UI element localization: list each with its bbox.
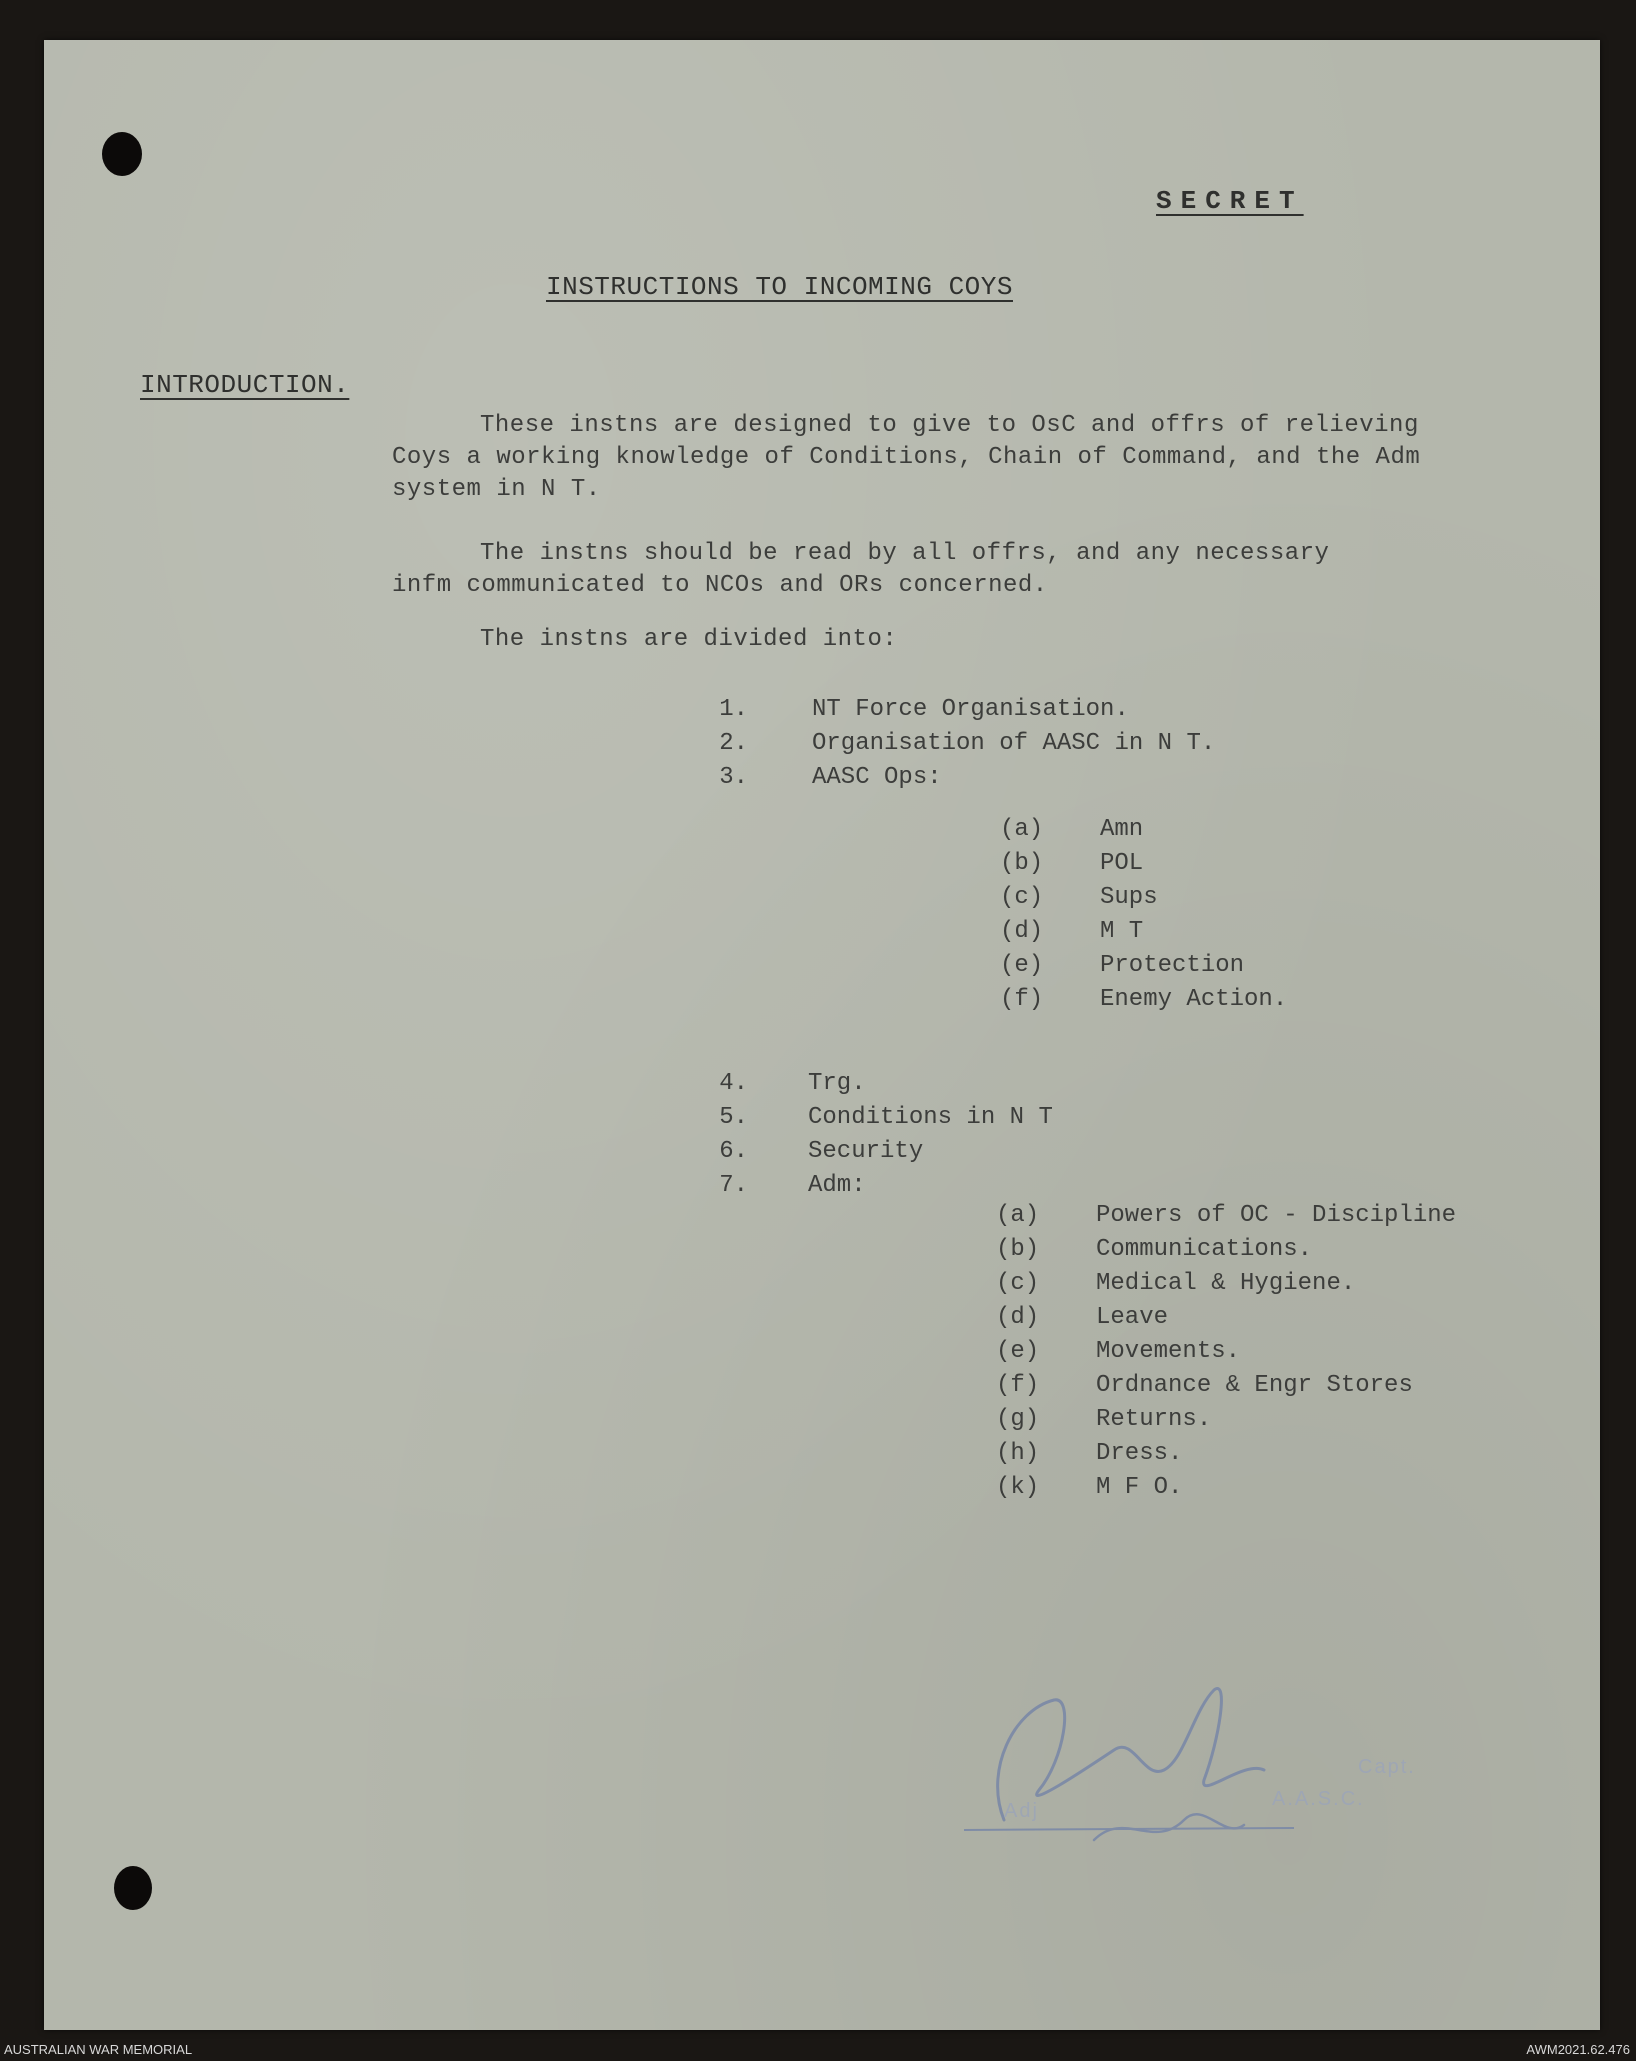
stamp-rank: Capt. [1358, 1756, 1416, 1778]
item-number: 5. [719, 1104, 748, 1131]
archive-footer [0, 2039, 1636, 2061]
sub-label: Communications. [1096, 1236, 1313, 1263]
item-label: NT Force Organisation. [812, 696, 1129, 723]
item-number: 3. [719, 764, 748, 791]
sub-letter: (g) [996, 1406, 1040, 1433]
accession-number: AWM2021.62.476 [1526, 2042, 1630, 2057]
item-label: Conditions in N T [808, 1104, 1053, 1131]
item-number: 7. [719, 1172, 748, 1199]
item-label: Organisation of AASC in N T. [812, 730, 1216, 757]
punch-hole-top [102, 132, 142, 176]
sub-letter: (c) [996, 1270, 1040, 1297]
stamp-unit: A.A.S.C. [1272, 1788, 1365, 1810]
intro-paragraph-1: These instns are designed to give to OsC and offrs of relieving Coys a working knowledge of Conditions, Chain of Command, and the Adm system in N T. [392, 412, 1421, 503]
intro-paragraph-2: The instns should be read by all offrs, and any necessary infm communicated to NCOs and ORs concerned. [392, 540, 1330, 599]
sub-label: Amn [1100, 816, 1144, 843]
intro-paragraph-3: The instns are divided into: [480, 626, 898, 653]
sub-label: Returns. [1096, 1406, 1212, 1433]
punch-hole-bottom [114, 1866, 152, 1910]
sub-label: Leave [1096, 1304, 1169, 1331]
item-label: AASC Ops: [812, 764, 942, 791]
item-label: Adm: [808, 1172, 866, 1199]
item-number: 6. [719, 1138, 748, 1165]
document-page [44, 40, 1600, 2030]
sub-label: Dress. [1096, 1440, 1183, 1467]
sub-label: Medical & Hygiene. [1096, 1270, 1356, 1297]
item-number: 4. [719, 1070, 748, 1097]
sub-letter: (e) [1000, 952, 1044, 979]
sub-label: Enemy Action. [1100, 986, 1288, 1013]
sub-label: POL [1100, 850, 1144, 877]
sub-letter: (c) [1000, 884, 1044, 911]
classification-marking: SECRET [1156, 186, 1304, 216]
sub-label: Sups [1100, 884, 1158, 911]
sub-letter: (d) [996, 1304, 1040, 1331]
item-label: Security [808, 1138, 924, 1165]
sub-letter: (d) [1000, 918, 1044, 945]
archive-name: AUSTRALIAN WAR MEMORIAL [4, 2042, 193, 2057]
sub-label: Protection [1100, 952, 1245, 979]
sub-letter: (k) [996, 1474, 1040, 1501]
sub-label: Powers of OC - Discipline [1096, 1202, 1457, 1229]
stamp-appointment-prefix: Adj [1004, 1800, 1039, 1822]
sub-letter: (h) [996, 1440, 1040, 1467]
item-label: Trg. [808, 1070, 866, 1097]
sub-letter: (e) [996, 1338, 1040, 1365]
sub-letter: (b) [1000, 850, 1044, 877]
sub-label: Ordnance & Engr Stores [1096, 1372, 1413, 1399]
item-number: 2. [719, 730, 748, 757]
sub-label: M F O. [1096, 1474, 1183, 1501]
page-title: INSTRUCTIONS TO INCOMING COYS [546, 272, 1013, 302]
sub-letter: (a) [1000, 816, 1044, 843]
sub-label: M T [1100, 918, 1144, 945]
section-heading: INTRODUCTION. [140, 370, 350, 400]
sub-letter: (a) [996, 1202, 1040, 1229]
sub-label: Movements. [1096, 1338, 1241, 1365]
sub-letter: (f) [996, 1372, 1040, 1399]
sub-letter: (f) [1000, 986, 1044, 1013]
item-number: 1. [719, 696, 748, 723]
sub-letter: (b) [996, 1236, 1040, 1263]
